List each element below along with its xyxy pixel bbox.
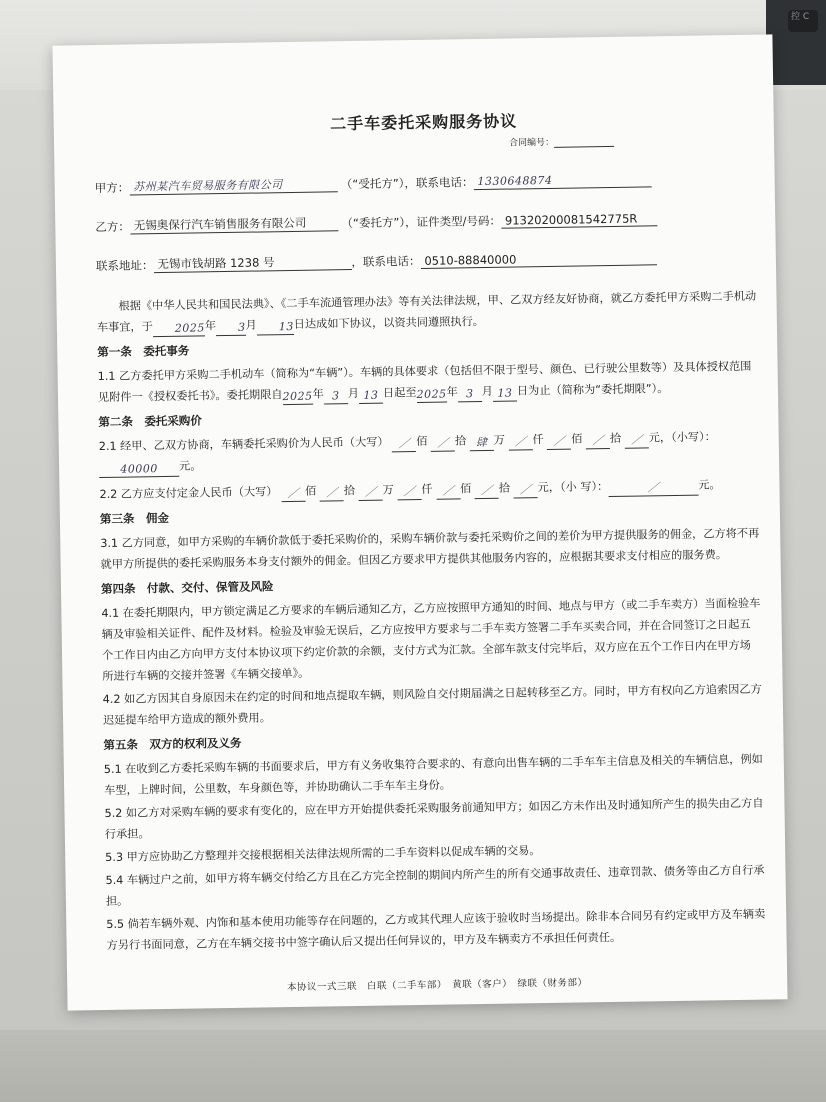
price-small: 40000 (99, 461, 179, 478)
party-a-name: 苏州某汽车贸易服务有限公司 (129, 175, 337, 195)
article-3-text: 3.1 乙方同意，如甲方采购的车辆价款低于委托采购价的，采购车辆价款与委托采购价之间的差价为甲方提供服务的佣金，乙方将不再就甲方所提供的委托采购服务本身支付额外的佣金。但因乙方要求甲方提供其他服务内容的，应根据其要求支付相应的服务费。 (100, 526, 760, 572)
article-2-heading: 第二条 委托采购价 (98, 413, 202, 430)
article-5-4: 5.4 车辆过户之前，如甲方将车辆交付给乙方且在乙方完全控制的期间内所产生的所有交通事故责任、违章罚款、债务等由乙方自行承担。 (105, 863, 765, 908)
party-b-line: 乙方： 无锡奥保行汽车销售服务有限公司 （“委托方”），证件类型/号码： 91320200081542775R (95, 208, 755, 235)
sign-month: 3 (216, 320, 246, 336)
sign-year: 2025 (153, 320, 205, 337)
address-phone: 0510-88840000 (420, 250, 656, 269)
article-5-3: 5.3 甲方应协助乙方整理并交接根据相关法律法规所需的二手车资料以促成车辆的交易。 (105, 844, 541, 864)
contract-paper (52, 34, 787, 1010)
party-a-phone: 1330648874 (473, 172, 651, 190)
article-5-heading: 第五条 双方的权利及义务 (103, 735, 242, 752)
document-title: 二手车委托采购服务协议 (330, 111, 518, 134)
contract-number: 合同编号： (94, 134, 614, 155)
desk-edge (0, 1030, 826, 1102)
article-3-heading: 第三条 佣金 (99, 510, 170, 527)
price-wan: 肆 (470, 435, 494, 451)
keyboard-corner (766, 0, 826, 85)
article-1-text: 1.1 乙方委托甲方采购二手机动车（简称为“车辆”）。车辆的具体要求（包括但不限于型号、颜色、已行驶公里数等）及具体授权范围见附件一《授权委托书》。委托期限自2025年 3 月 13 日起至2025年 3 月 13 日为止（简称为“委托期限”）。 (97, 359, 752, 405)
article-4-heading: 第四条 付款、交付、保管及风险 (100, 579, 274, 597)
address-line: 联系地址： 无锡市钱胡路 1238 号 ，联系电话： 0510-88840000 (96, 247, 756, 274)
address-value: 无锡市钱胡路 1238 号 (153, 253, 351, 273)
copies-footer: 本协议一式三联 白联（二手车部） 黄联（客户） 绿联（财务部） (286, 977, 588, 994)
article-4-2: 4.2 如乙方因其自身原因未在约定的时间和地点提取车辆，则风险自交付期届满之日起转移至乙方。同时，甲方有权向乙方追索因乙方迟延提车给甲方造成的额外费用。 (102, 682, 762, 728)
article-1-heading: 第一条 委托事务 (97, 343, 190, 360)
keyboard-key: 控 C (788, 10, 818, 32)
contract-number-blank (554, 136, 614, 148)
article-5-5: 5.5 倘若车辆外观、内饰和基本使用功能等存在问题的，乙方或其代理人应该于验收时当场提出。除非本合同另有约定或甲方及车辆卖方另行书面同意，乙方在车辆交接书中签字确认后又提出任何异议的，甲方及车辆卖方不承担任何责任。 (106, 907, 766, 952)
contract-body (93, 55, 768, 996)
sign-day: 13 (257, 319, 294, 336)
article-4-1: 4.1 在委托期限内，甲方锁定满足乙方要求的车辆后通知乙方，乙方应按照甲方通知的时间、地点与甲方（或二手车卖方）当面检验车辆及审验相关证件、配件及材料。检验及审验无误后，乙方应按甲方要求与二手车卖方签署二手车买卖合同，并在合同签订之日起五个工作日内由乙方向甲方支付本协议项下约定价款的余额，支付方式为汇款。全部车款支付完毕后，双方应在五个工作日内在甲方场所进行车辆的交接并签署《车辆交接单》。 (101, 596, 761, 684)
article-2-1: 2.1 经甲、乙双方协商，车辆委托采购价为人民币（大写） ／ 佰 ／ 拾 肆 万 ／ 仟 ／ 佰 ／ 拾 ／ 元，（小写）：40000 元。 (99, 426, 760, 478)
article-2-2: 2.2 乙方应支付定金人民币（大写） ／ 佰 ／ 拾 ／ 万 ／ 仟 ／ 佰 ／ 拾 ／ 元，（小 写）： ／ 元。 (99, 478, 721, 502)
article-5-1: 5.1 在收到乙方委托采购车辆的书面要求后，甲方有义务收集符合要求的、有意向出售车辆的二手车车主信息及相关的车辆信息，例如车型，上牌时间，公里数，车身颜色等，并协助确认二手车车主身份。 (103, 752, 763, 797)
preamble: 根据《中华人民共和国民法典》、《二手车流通管理办法》等有关法律法规，甲、乙双方经友好协商，就乙方委托甲方采购二手机动车事宜，于 2025年 3月 13日达成如下协议，以资共同遵照执行。 (96, 286, 757, 338)
party-b-id: 91320200081542775R (501, 211, 657, 228)
party-a-line: 甲方： 苏州某汽车贸易服务有限公司 （“受托方”），联系电话： 1330648874 (95, 169, 755, 196)
article-5-2: 5.2 如乙方对采购车辆的要求有变化的，应在甲方开始提供委托采购服务前通知甲方；如因乙方未作出及时通知所产生的损失由乙方自行承担。 (104, 796, 764, 841)
party-b-name: 无锡奥保行汽车销售服务有限公司 (130, 214, 338, 234)
